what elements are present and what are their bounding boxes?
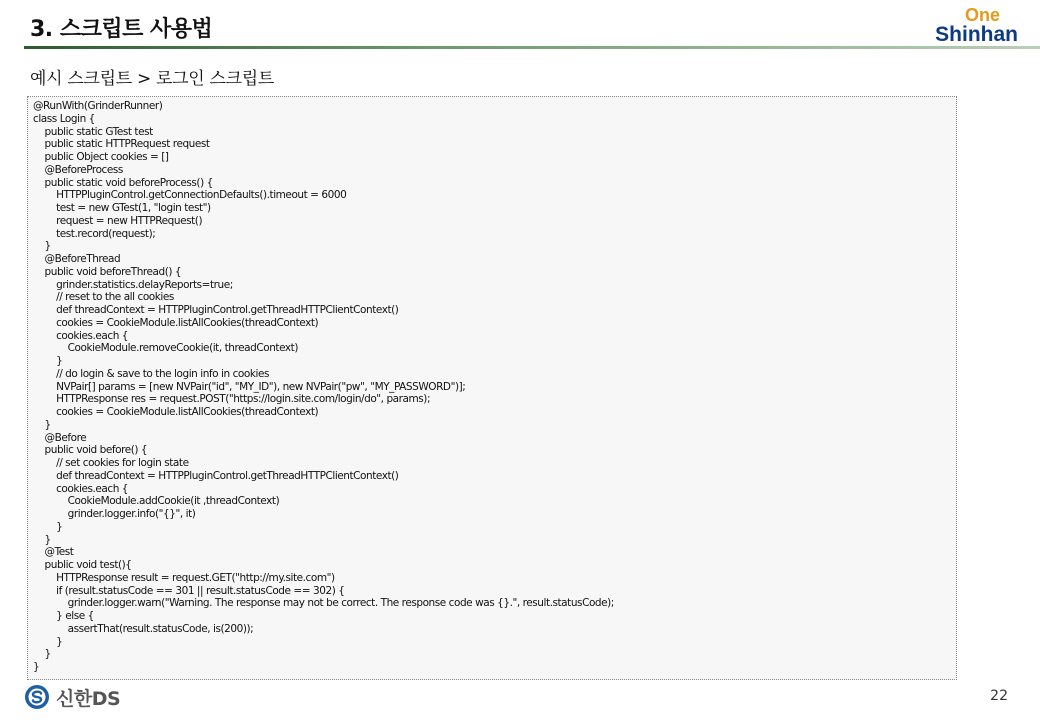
header-divider <box>24 46 1040 49</box>
shinhan-emblem-icon <box>24 684 50 710</box>
code-line: } <box>33 240 51 253</box>
code-line: @Test <box>33 546 74 559</box>
code-line: public void beforeThread() { <box>33 265 182 278</box>
code-line: if (result.statusCode == 301 || result.statusCode == 302) { <box>33 584 345 597</box>
code-line: public void before() { <box>33 444 148 457</box>
code-line: grinder.statistics.delayReports=true; <box>33 278 233 291</box>
one-shinhan-logo <box>928 6 1018 44</box>
code-line: // reset to the all cookies <box>33 291 174 304</box>
code-line: cookies.each { <box>33 329 129 342</box>
code-line: } <box>33 661 40 673</box>
page-title: 3. 스크립트 사용법 <box>30 17 213 42</box>
code-line: NVPair[] params = [new NVPair("id", "MY_ID"), new NVPair("pw", "MY_PASSWORD")]; <box>33 380 466 393</box>
code-line: HTTPPluginControl.getConnectionDefaults().timeout = 6000 <box>33 189 347 202</box>
code-line: @Before <box>33 431 87 444</box>
code-line: HTTPResponse res = request.POST("https://login.site.com/login/do", params); <box>33 393 431 406</box>
code-line: // set cookies for login state <box>33 457 189 469</box>
code-line: } <box>33 635 63 648</box>
logo-one-text: One <box>964 5 1000 25</box>
code-line: } <box>33 648 51 661</box>
code-line: cookies = CookieModule.listAllCookies(threadContext) <box>33 316 319 329</box>
code-line: public void test(){ <box>33 559 132 571</box>
code-line: CookieModule.removeCookie(it, threadContext) <box>33 342 298 355</box>
code-line: CookieModule.addCookie(it ,threadContext) <box>33 495 280 508</box>
code-line: public static HTTPRequest request <box>33 138 210 151</box>
code-line: def threadContext = HTTPPluginControl.getThreadHTTPClientContext() <box>33 469 399 482</box>
code-line: } <box>33 520 63 533</box>
code-line: } else { <box>33 610 94 622</box>
page-number: 22 <box>990 688 1008 704</box>
code-line: @RunWith(GrinderRunner) <box>33 100 163 112</box>
code-line: test.record(request); <box>33 227 156 240</box>
code-line: class Login { <box>33 112 95 125</box>
code-line: assertThat(result.statusCode, is(200)); <box>33 622 254 635</box>
code-line: @BeforeThread <box>33 253 121 265</box>
code-text <box>28 97 956 674</box>
code-line: def threadContext = HTTPPluginControl.getThreadHTTPClientContext() <box>33 304 399 316</box>
code-line: } <box>33 355 63 367</box>
code-line: } <box>33 533 51 546</box>
code-line: cookies = CookieModule.listAllCookies(threadContext) <box>33 406 319 418</box>
code-line: public Object cookies = [] <box>33 151 169 163</box>
code-line: request = new HTTPRequest() <box>33 214 203 227</box>
code-line: grinder.logger.warn("Warning. The response may not be correct. The response code was {}.", result.statusCode); <box>33 597 614 610</box>
code-line: HTTPResponse result = request.GET("http://my.site.com") <box>33 571 335 584</box>
shinhan-ds-logo <box>24 683 120 711</box>
code-line: test = new GTest(1, "login test") <box>33 202 211 214</box>
code-block <box>27 96 957 680</box>
code-line: public static GTest test <box>33 125 153 138</box>
section-subtitle: 예시 스크립트 > 로그인 스크립트 <box>30 69 274 89</box>
footer-company-name: 신한DS <box>56 687 121 710</box>
code-line: grinder.logger.info("{}", it) <box>33 508 196 520</box>
code-line: @BeforeProcess <box>33 163 123 176</box>
code-line: } <box>33 418 51 431</box>
logo-shinhan-text: Shinhan <box>935 23 1018 46</box>
code-line: cookies.each { <box>33 482 129 495</box>
code-line: public static void beforeProcess() { <box>33 176 213 189</box>
code-line: // do login & save to the login info in cookies <box>33 367 270 380</box>
